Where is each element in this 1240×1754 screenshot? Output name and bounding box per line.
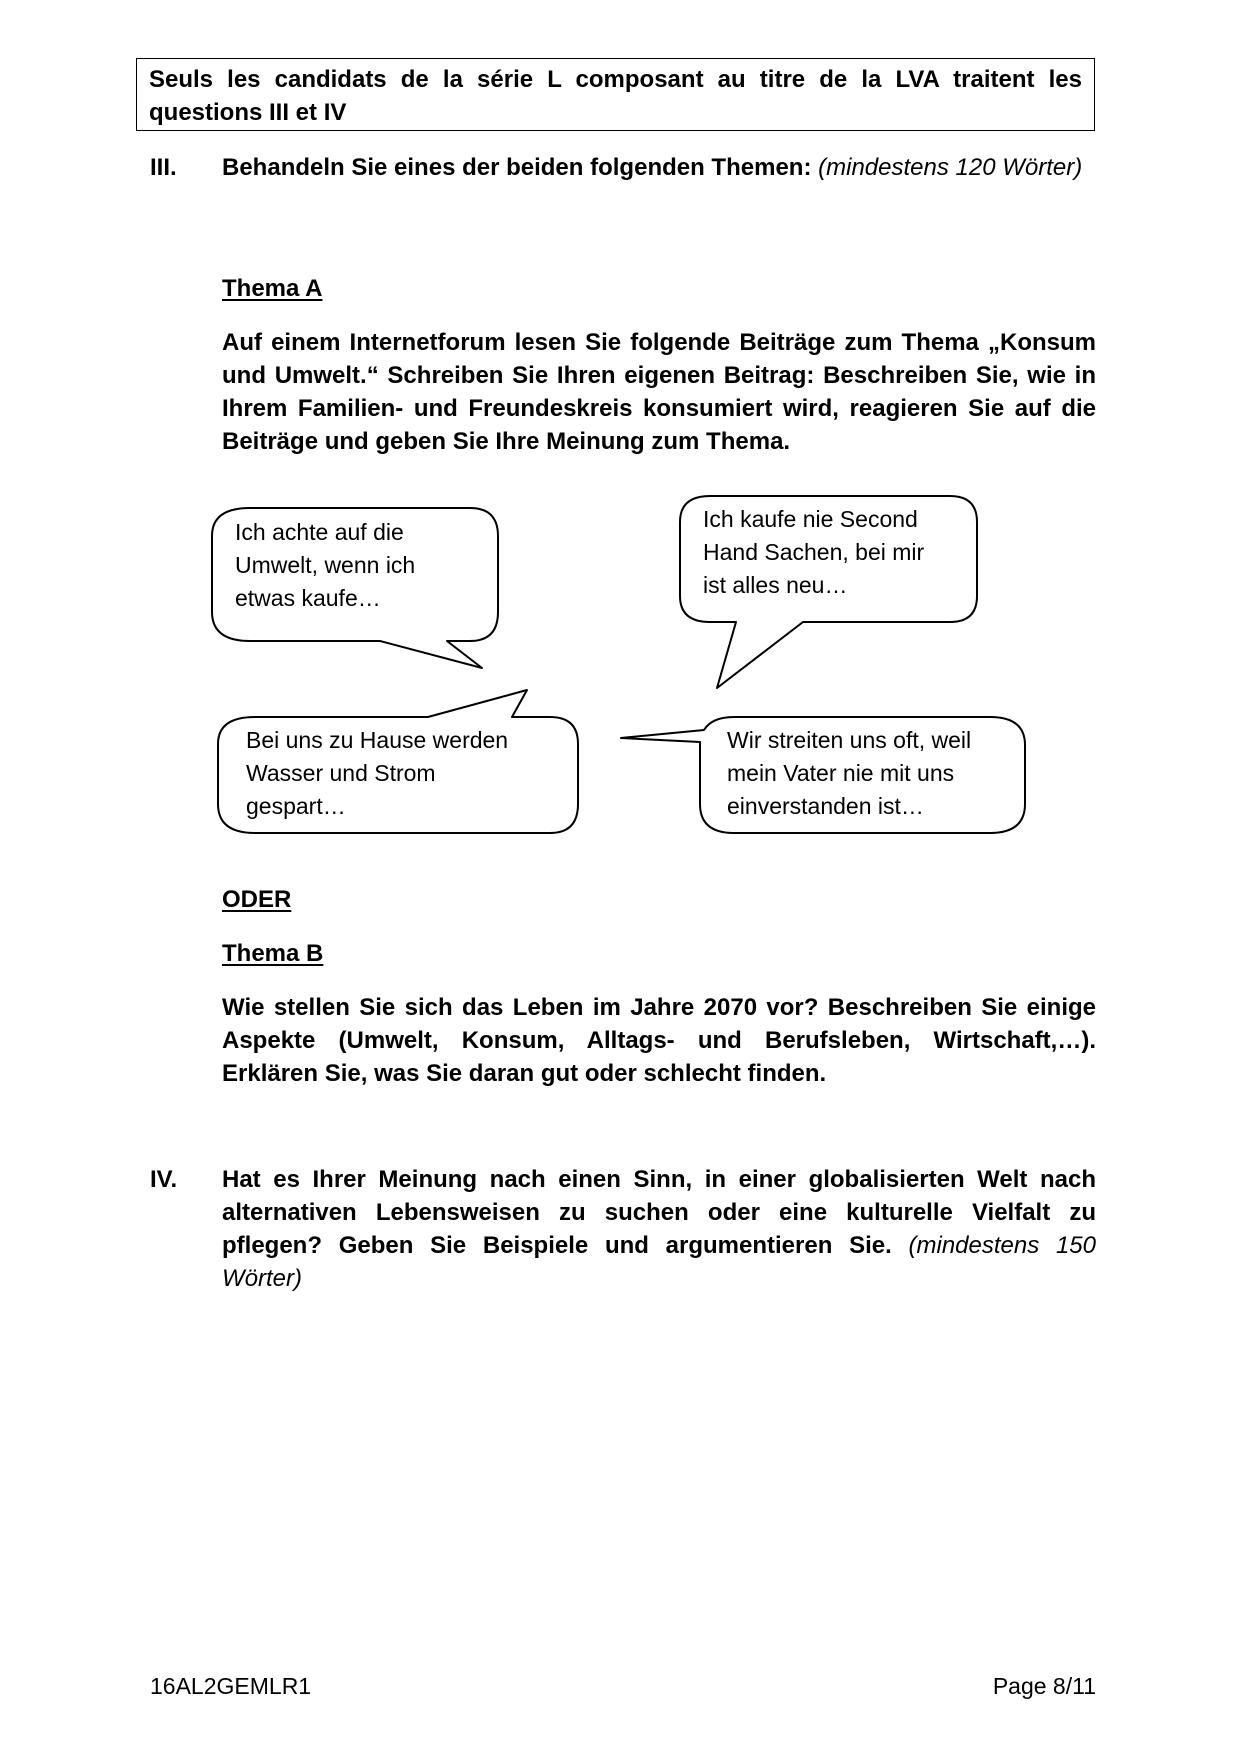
thema-b-heading: Thema B [222,940,324,967]
footer-code: 16AL2GEMLR1 [150,1673,312,1699]
question-3-length-note: (mindestens 120 Wörter) [818,154,1083,181]
question-4-task: Hat es Ihrer Meinung nach einen Sinn, in einer globalisierten Welt nach alternativen Lebensweisen zu suchen oder eine kulturelle Vielfalt zu pflegen? Geben Sie Beispiele und argumentieren Sie. [222,1166,1096,1259]
question-4-block [222,1163,1096,1295]
notice-text: Seuls les candidats de la série L composant au titre de la LVA traitent les questions III et IV [149,66,1082,126]
question-4-number: IV. [150,1166,178,1193]
thema-a-task: Auf einem Internetforum lesen Sie folgende Beiträge zum Thema „Konsum und Umwelt.“ Schreiben Sie Ihren eigenen Beitrag: Beschreiben Sie, wie in Ihrem Familien- und Freundeskreis konsumiert wird, reagieren Sie auf die Beiträge und geben Sie Ihre Meinung zum Thema. [222,329,1096,455]
question-4-length-note: (mindestens 150 Wörter) [222,1232,1096,1292]
speech-bubble-3-text: Bei uns zu Hause werden Wasser und Strom gespart… [246,727,509,819]
thema-b-task: Wie stellen Sie sich das Leben im Jahre 2070 vor? Beschreiben Sie einige Aspekte (Umwelt, Konsum, Alltags- und Berufsleben, Wirtschaft,…). Erklären Sie, was Sie daran gut oder schlecht finden. [222,994,1096,1087]
oder-heading: ODER [222,886,292,913]
speech-bubble-4-text: Wir streiten uns oft, weil mein Vater nie mit uns einverstanden ist… [727,727,972,819]
question-3-number: III. [150,154,177,181]
speech-bubble-2-text: Ich kaufe nie Second Hand Sachen, bei mir ist alles neu… [703,506,925,598]
thema-a-heading: Thema A [222,275,323,302]
footer-page-number: Page 8/11 [992,1673,1096,1699]
speech-bubble-1-text: Ich achte auf die Umwelt, wenn ich etwas kaufe… [235,519,416,611]
question-3-instruction: Behandeln Sie eines der beiden folgenden Themen: [222,154,812,181]
